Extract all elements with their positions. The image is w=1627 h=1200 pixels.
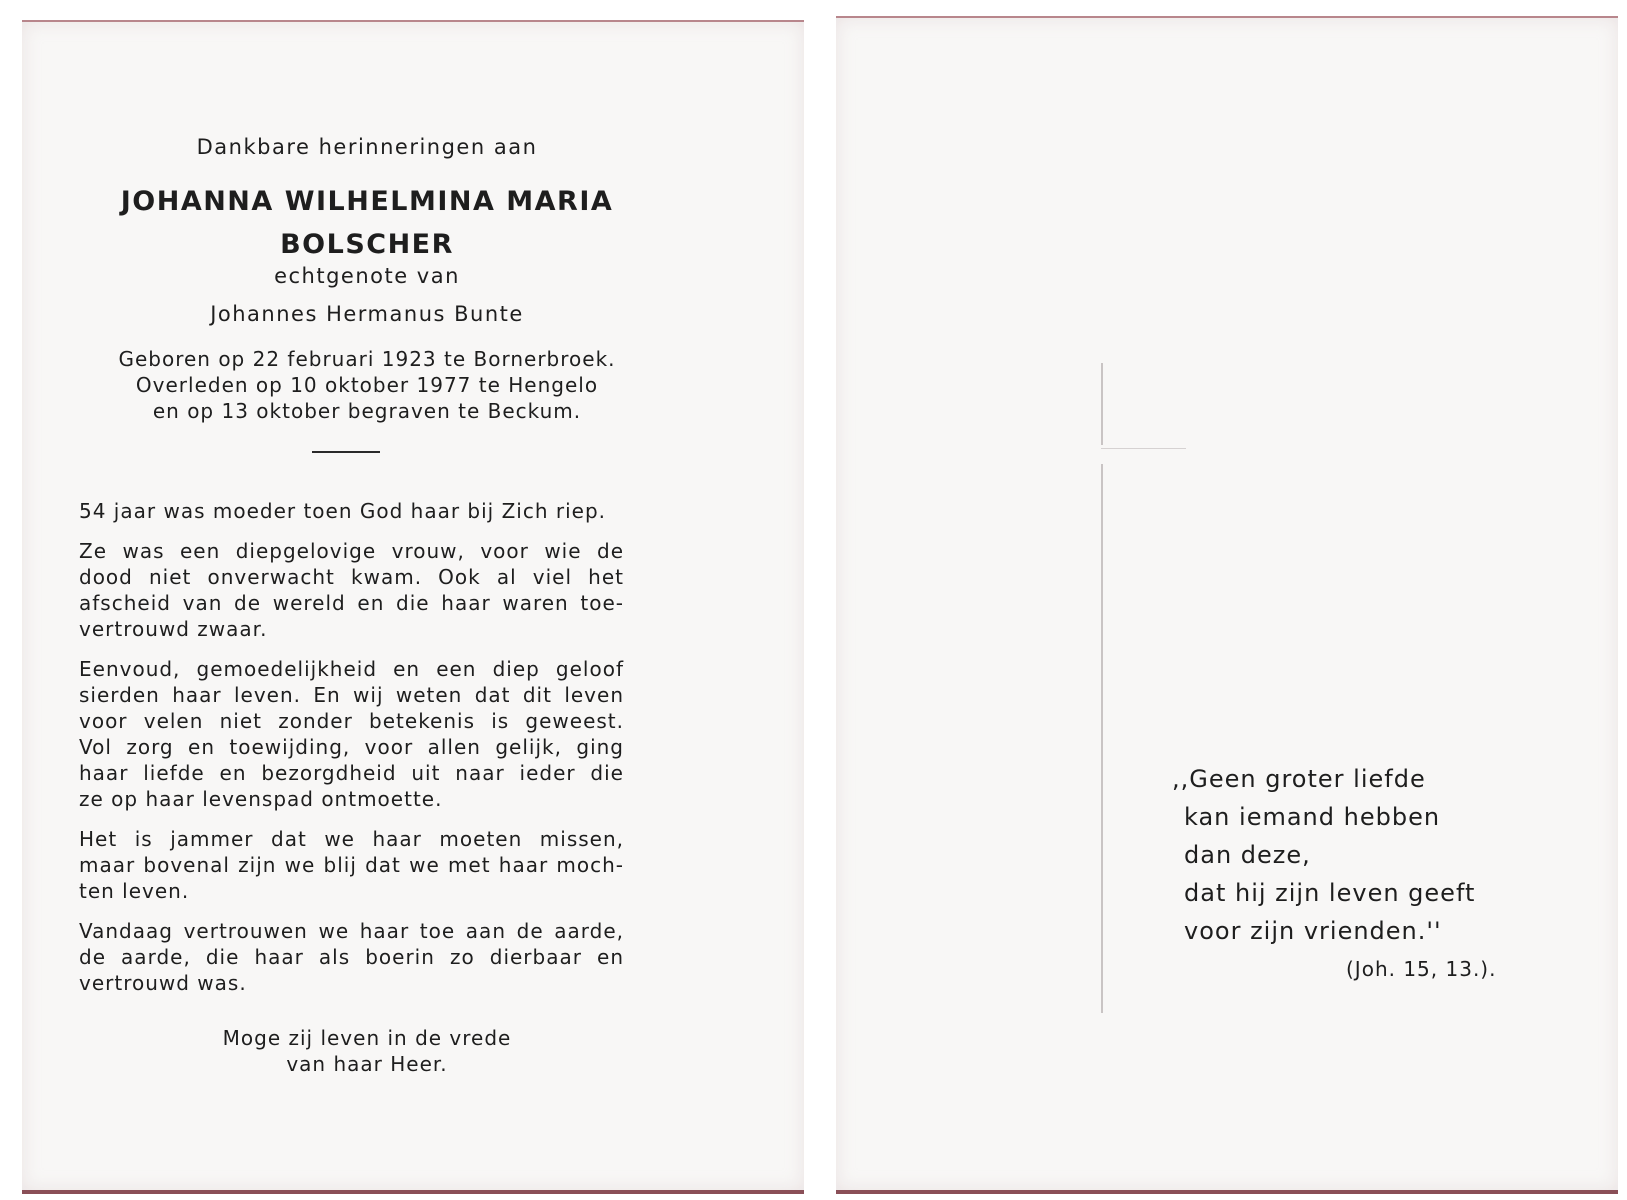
buried-line: en op 13 oktober begraven te Beckum.	[152, 399, 582, 423]
paragraph-line: haar liefde en bezorgdheid uit naar ieder die	[79, 761, 624, 785]
paragraph-line: Het is jammer dat we haar moeten missen,	[79, 827, 624, 851]
paragraph-line: ten leven.	[79, 879, 190, 903]
quote-reference: (Joh. 15, 13.).	[1346, 957, 1497, 981]
born-line: Geboren op 22 februari 1923 te Bornerbroek.	[118, 347, 616, 371]
intro-text: Dankbare herinneringen aan	[196, 135, 538, 159]
memorial-paragraph	[79, 498, 624, 524]
paragraph-line: maar bovenal zijn we blij dat we met haar moch-	[79, 853, 624, 877]
paragraph-line: vertrouwd was.	[79, 971, 247, 995]
memorial-paragraph	[79, 538, 624, 642]
paragraph-line: Ze was een diepgelovige vrouw, voor wie de	[79, 539, 624, 563]
name-line-2: BOLSCHER	[280, 229, 454, 260]
left-card-page	[22, 20, 804, 1194]
divider-rule	[312, 451, 380, 453]
quote-line: voor zijn vrienden.''	[1184, 917, 1442, 945]
memorial-paragraph	[79, 918, 624, 996]
memorial-paragraph	[79, 826, 624, 904]
quote-line: kan iemand hebben	[1184, 803, 1441, 831]
paragraph-line: sierden haar leven. En wij weten dat dit leven	[79, 683, 624, 707]
paragraph-line: Vol zorg en toewijding, voor allen gelijk, ging	[79, 735, 624, 759]
quote-line: ,,Geen groter liefde	[1172, 765, 1426, 793]
quote-line: dan deze,	[1184, 841, 1311, 869]
fold-line	[1101, 363, 1103, 445]
memorial-text	[79, 498, 624, 1010]
paragraph-line: de aarde, die haar als boerin zo dierbaar en	[79, 945, 624, 969]
paragraph-line: Eenvoud, gemoedelijkheid en een diep geloof	[79, 657, 624, 681]
paragraph-line: ze op haar levenspad ontmoette.	[79, 787, 443, 811]
closing-line-2: van haar Heer.	[286, 1052, 448, 1076]
fold-line	[1101, 448, 1186, 449]
paragraph-line: vertrouwd zwaar.	[79, 617, 268, 641]
paragraph-line: voor velen niet zonder betekenis is geweest.	[79, 709, 624, 733]
memorial-paragraph	[79, 656, 624, 812]
died-line: Overleden op 10 oktober 1977 te Hengelo	[135, 373, 599, 397]
spouse-name: Johannes Hermanus Bunte	[210, 302, 524, 326]
life-dates	[22, 346, 712, 424]
closing-line-1: Moge zij leven in de vrede	[222, 1026, 512, 1050]
quote-line: dat hij zijn leven geeft	[1184, 879, 1476, 907]
spouse-label: echtgenote van	[274, 264, 460, 288]
bible-quote	[1172, 760, 1475, 950]
paragraph-line: 54 jaar was moeder toen God haar bij Zich riep.	[79, 499, 607, 523]
name-line-1: JOHANNA WILHELMINA MARIA	[120, 186, 614, 217]
deceased-name	[22, 180, 712, 266]
paragraph-line: Vandaag vertrouwen we haar toe aan de aarde,	[79, 919, 624, 943]
fold-line	[1101, 464, 1103, 1013]
paragraph-line: dood niet onverwacht kwam. Ook al viel het	[79, 565, 624, 589]
closing-blessing	[22, 1025, 712, 1077]
paragraph-line: afscheid van de wereld en die haar waren toe-	[79, 591, 624, 615]
right-card-page	[836, 16, 1618, 1194]
